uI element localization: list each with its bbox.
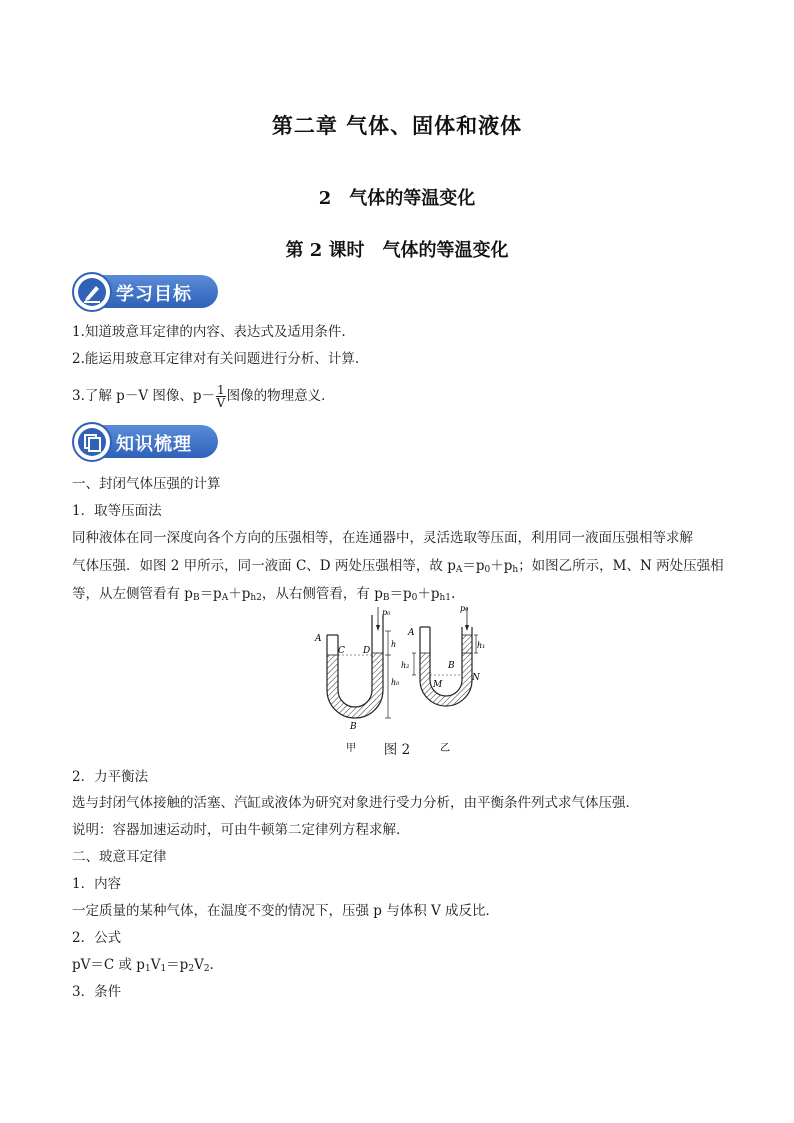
label-yi: 乙 [440,743,450,754]
goal-item-2: 2.能运用玻意耳定律对有关问题进行分析、计算. [72,351,360,367]
knowledge-banner-label: 知识梳理 [116,434,192,455]
label-p0-yi: p₀ [460,605,469,613]
paragraph-line-3: 等，从左侧管看有 $p_B=p_A+p_{h2}$，从右侧管看，有 $p_B=p_0+p_{h1}$. [72,586,456,603]
figure-caption: 图 2 [383,742,411,758]
subheading-isobaric: 1．取等压面法 [72,503,162,519]
figure-jia [314,607,400,754]
lesson-title: 第 2 课时 气体的等温变化 [285,240,509,261]
label-h2: h₂ [401,661,410,670]
label-c: C [338,646,345,656]
book-icon [72,422,112,462]
goal-item-3: 3.了解 p－V 图像、p－ $\frac{1}{V}$ 图像的物理意义． [72,383,335,410]
label-n: N [472,673,480,683]
label-a: A [315,634,322,644]
label-b-yi: B [448,661,455,671]
label-b: B [350,722,357,732]
label-h1: h₁ [477,641,486,650]
paragraph-content: 一定质量的某种气体，在温度不变的情况下，压强 p 与体积 V 成反比． [72,903,500,919]
goals-banner [72,272,220,312]
label-d: D [363,646,371,656]
subheading-force-balance: 2．力平衡法 [72,769,149,785]
label-h: h [391,640,397,649]
goals-banner-label: 学习目标 [116,284,192,305]
pencil-icon [72,272,112,312]
section-title: 2 气体的等温变化 [318,188,476,209]
paragraph-line-2: 气体压强．如图 2 甲所示，同一液面 C、D 两处压强相等，故 $p_A=p_0+p_h$；如图乙所示，M、N 两处压强相 [72,558,724,575]
knowledge-banner [72,422,220,462]
label-a-yi: A [408,628,415,638]
note: 说明：容器加速运动时，可由牛顿第二定律列方程求解． [72,822,410,838]
subheading-condition: 3．条件 [72,984,122,1000]
label-jia: 甲 [346,743,356,754]
label-m: M [433,680,443,690]
figure-yi [401,605,485,754]
subheading-formula: 2．公式 [72,930,122,946]
u-tube-figure [300,605,500,755]
heading-pressure: 一、封闭气体压强的计算 [72,476,221,492]
goal-item-1: 1.知道玻意耳定律的内容、表达式及适用条件. [72,324,346,340]
chapter-title: 第二章 气体、固体和液体 [271,113,523,138]
label-h0: h₀ [391,678,400,687]
fraction: $\frac{1}{V}$ [216,383,226,410]
paragraph-force-balance: 选与封闭气体接触的活塞、汽缸或液体为研究对象进行受力分析，由平衡条件列式求气体压强． [72,795,639,811]
heading-boyle: 二、玻意耳定律 [72,849,167,865]
paragraph-line-1: 同种液体在同一深度向各个方向的压强相等，在连通器中，灵活选取等压面，利用同一液面压强相等求解 [72,530,693,546]
label-p0: p₀ [382,608,391,617]
subheading-content: 1．内容 [72,876,122,892]
formula: pV＝C 或 $p_1V_1=p_2V_2$. [72,957,214,974]
